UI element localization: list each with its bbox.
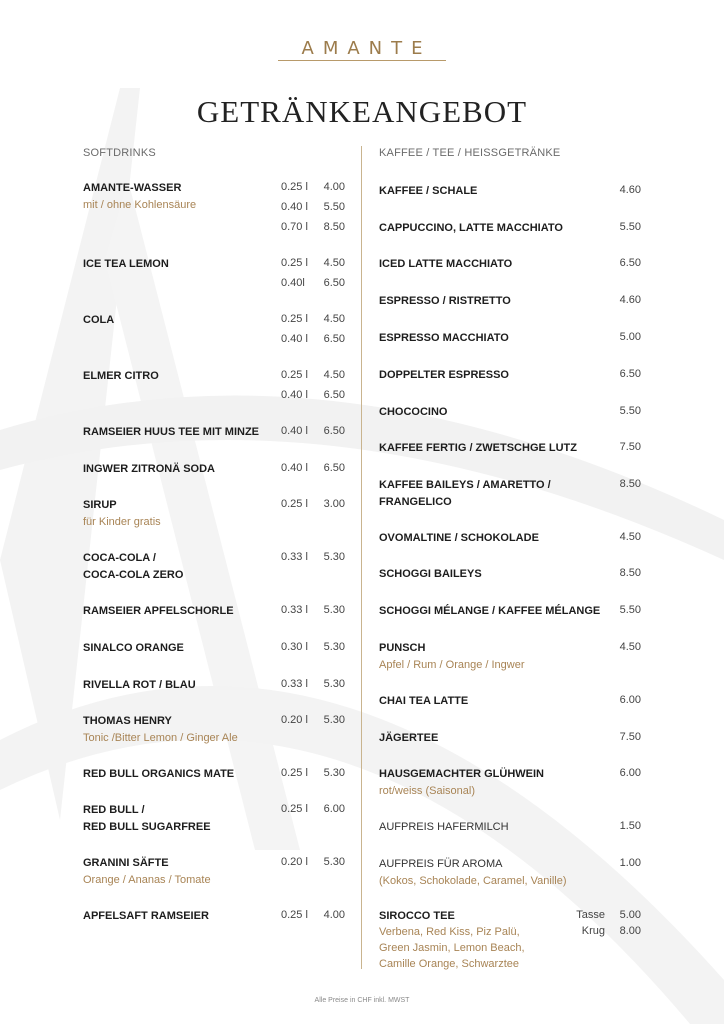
hot-drink-name: SCHOGGI MÉLANGE / KAFFEE MÉLANGE <box>379 605 601 617</box>
softdrink-description: für Kinder gratis <box>83 516 161 528</box>
softdrink-price: 6.50 <box>323 462 345 474</box>
hot-drink-name: JÄGERTEE <box>379 732 439 744</box>
softdrink-name: ICE TEA LEMON <box>83 258 169 270</box>
hot-drink-price: 1.50 <box>619 820 641 832</box>
hot-drink-name: CHAI TEA LATTE <box>379 695 469 707</box>
hot-drink-price: 7.50 <box>619 441 641 453</box>
softdrink-volume: 0.25 l <box>281 498 308 510</box>
softdrink-name: APFELSAFT RAMSEIER <box>83 910 209 922</box>
hot-drink-name: OVOMALTINE / SCHOKOLADE <box>379 532 539 544</box>
softdrink-price: 4.00 <box>323 909 345 921</box>
softdrink-volume: 0.40 l <box>281 462 308 474</box>
price-footnote: Alle Preise in CHF inkl. MWST <box>314 997 410 1004</box>
page-title: GETRÄNKEANGEBOT <box>196 94 528 129</box>
softdrink-name: RED BULL ORGANICS MATE <box>83 768 235 780</box>
tea-variety-line: Green Jasmin, Lemon Beach, <box>379 942 525 954</box>
softdrink-price: 5.30 <box>323 641 345 653</box>
tea-variety-line: Verbena, Red Kiss, Piz Palü, <box>379 926 520 938</box>
hot-drink-price: 5.50 <box>619 221 641 233</box>
hot-drink-price: 4.60 <box>619 184 641 196</box>
softdrink-price: 4.00 <box>323 181 345 193</box>
hot-drink-name-line2: FRANGELICO <box>379 496 452 508</box>
hot-drink-name: KAFFEE / SCHALE <box>379 185 478 197</box>
hot-drink-price: 8.50 <box>619 567 641 579</box>
softdrink-volume: 0.25 l <box>281 257 308 269</box>
hot-drinks-heading: KAFFEE / TEE / HEISSGETRÄNKE <box>379 147 561 159</box>
softdrink-price: 5.50 <box>323 201 345 213</box>
softdrink-price: 6.50 <box>323 333 345 345</box>
tea-variety-line: Camille Orange, Schwarztee <box>379 958 520 970</box>
softdrink-description: Tonic /Bitter Lemon / Ginger Ale <box>83 732 238 744</box>
softdrink-price: 6.00 <box>323 803 345 815</box>
tea-size-price: 5.00 <box>619 909 641 921</box>
softdrink-volume: 0.33 l <box>281 551 308 563</box>
hot-drink-name: SIROCCO TEE <box>379 910 455 922</box>
hot-drink-description: Apfel / Rum / Orange / Ingwer <box>379 659 525 671</box>
softdrink-price: 6.50 <box>323 425 345 437</box>
softdrink-volume: 0.33 l <box>281 678 308 690</box>
softdrink-name-line2: RED BULL SUGARFREE <box>83 821 211 833</box>
softdrink-volume: 0.70 l <box>281 221 308 233</box>
softdrink-volume: 0.25 l <box>281 803 308 815</box>
hot-drink-price: 7.50 <box>619 731 641 743</box>
softdrink-volume: 0.40 l <box>281 201 308 213</box>
hot-drink-price: 5.50 <box>619 405 641 417</box>
softdrink-volume: 0.25 l <box>281 313 308 325</box>
hot-drink-name: DOPPELTER ESPRESSO <box>379 369 509 381</box>
softdrink-name-line2: COCA-COLA ZERO <box>83 569 184 581</box>
hot-drink-name: AUFPREIS HAFERMILCH <box>379 821 509 833</box>
hot-drink-name: KAFFEE FERTIG / ZWETSCHGE LUTZ <box>379 442 577 454</box>
softdrink-price: 8.50 <box>323 221 345 233</box>
softdrink-name: RIVELLA ROT / BLAU <box>83 679 196 691</box>
softdrink-price: 6.50 <box>323 389 345 401</box>
hot-drink-name: HAUSGEMACHTER GLÜHWEIN <box>379 768 544 780</box>
softdrink-volume: 0.33 l <box>281 604 308 616</box>
hot-drink-price: 5.50 <box>619 604 641 616</box>
softdrink-description: mit / ohne Kohlensäure <box>83 199 197 211</box>
softdrink-name: COLA <box>83 314 115 326</box>
softdrink-volume: 0.20 l <box>281 856 308 868</box>
softdrink-name: RAMSEIER APFELSCHORLE <box>83 605 234 617</box>
hot-drink-name: AUFPREIS FÜR AROMA <box>379 858 503 870</box>
brand-logo: AMANTE <box>301 38 432 59</box>
hot-drink-name: ESPRESSO / RISTRETTO <box>379 295 511 307</box>
softdrink-volume: 0.40 l <box>281 389 308 401</box>
hot-drink-price: 5.00 <box>619 331 641 343</box>
logo-underline <box>278 60 446 61</box>
softdrink-price: 4.50 <box>323 257 345 269</box>
hot-drink-name: ICED LATTE MACCHIATO <box>379 258 513 270</box>
softdrink-name: SINALCO ORANGE <box>83 642 184 654</box>
softdrink-volume: 0.40 l <box>281 333 308 345</box>
softdrink-name: RED BULL / <box>83 804 145 816</box>
hot-drink-name: ESPRESSO MACCHIATO <box>379 332 509 344</box>
hot-drink-name: SCHOGGI BAILEYS <box>379 568 482 580</box>
softdrink-price: 5.30 <box>323 551 345 563</box>
softdrink-volume: 0.25 l <box>281 909 308 921</box>
softdrink-name: COCA-COLA / <box>83 552 156 564</box>
softdrink-price: 5.30 <box>323 714 345 726</box>
hot-drink-price: 6.00 <box>619 767 641 779</box>
softdrink-name: THOMAS HENRY <box>83 715 172 727</box>
hot-drink-price: 6.00 <box>619 694 641 706</box>
hot-drink-price: 6.50 <box>619 368 641 380</box>
softdrink-name: GRANINI SÄFTE <box>83 857 169 869</box>
tea-size-price: 8.00 <box>619 925 641 937</box>
softdrink-name: ELMER CITRO <box>83 370 159 382</box>
softdrink-price: 3.00 <box>323 498 345 510</box>
softdrink-description: Orange / Ananas / Tomate <box>83 874 211 886</box>
hot-drink-price: 1.00 <box>619 857 641 869</box>
softdrink-volume: 0.40l <box>281 277 305 289</box>
hot-drink-name: CAPPUCCINO, LATTE MACCHIATO <box>379 222 563 234</box>
softdrink-name: AMANTE-WASSER <box>83 182 182 194</box>
softdrink-price: 6.50 <box>323 277 345 289</box>
softdrink-volume: 0.40 l <box>281 425 308 437</box>
softdrink-price: 4.50 <box>323 313 345 325</box>
softdrink-name: RAMSEIER HUUS TEE MIT MINZE <box>83 426 260 438</box>
softdrink-price: 5.30 <box>323 678 345 690</box>
softdrink-price: 4.50 <box>323 369 345 381</box>
hot-drink-name: KAFFEE BAILEYS / AMARETTO / <box>379 479 551 491</box>
column-divider <box>361 146 362 969</box>
softdrink-volume: 0.25 l <box>281 181 308 193</box>
hot-drink-price: 4.60 <box>619 294 641 306</box>
softdrink-volume: 0.25 l <box>281 767 308 779</box>
hot-drink-price: 4.50 <box>619 641 641 653</box>
hot-drink-description: rot/weiss (Saisonal) <box>379 785 475 797</box>
hot-drink-description: (Kokos, Schokolade, Caramel, Vanille) <box>379 875 567 887</box>
tea-size-label: Krug <box>581 925 605 937</box>
softdrink-price: 5.30 <box>323 856 345 868</box>
softdrink-name: SIRUP <box>83 499 117 511</box>
softdrink-price: 5.30 <box>323 604 345 616</box>
hot-drink-price: 4.50 <box>619 531 641 543</box>
hot-drink-name: PUNSCH <box>379 642 426 654</box>
hot-drink-price: 6.50 <box>619 257 641 269</box>
softdrink-price: 5.30 <box>323 767 345 779</box>
softdrink-volume: 0.30 l <box>281 641 308 653</box>
softdrinks-heading: SOFTDRINKS <box>83 147 156 159</box>
softdrink-volume: 0.20 l <box>281 714 308 726</box>
hot-drink-price: 8.50 <box>619 478 641 490</box>
hot-drink-name: CHOCOCINO <box>379 406 448 418</box>
softdrink-volume: 0.25 l <box>281 369 308 381</box>
tea-size-label: Tasse <box>576 909 605 921</box>
softdrink-name: INGWER ZITRONÄ SODA <box>83 463 215 475</box>
